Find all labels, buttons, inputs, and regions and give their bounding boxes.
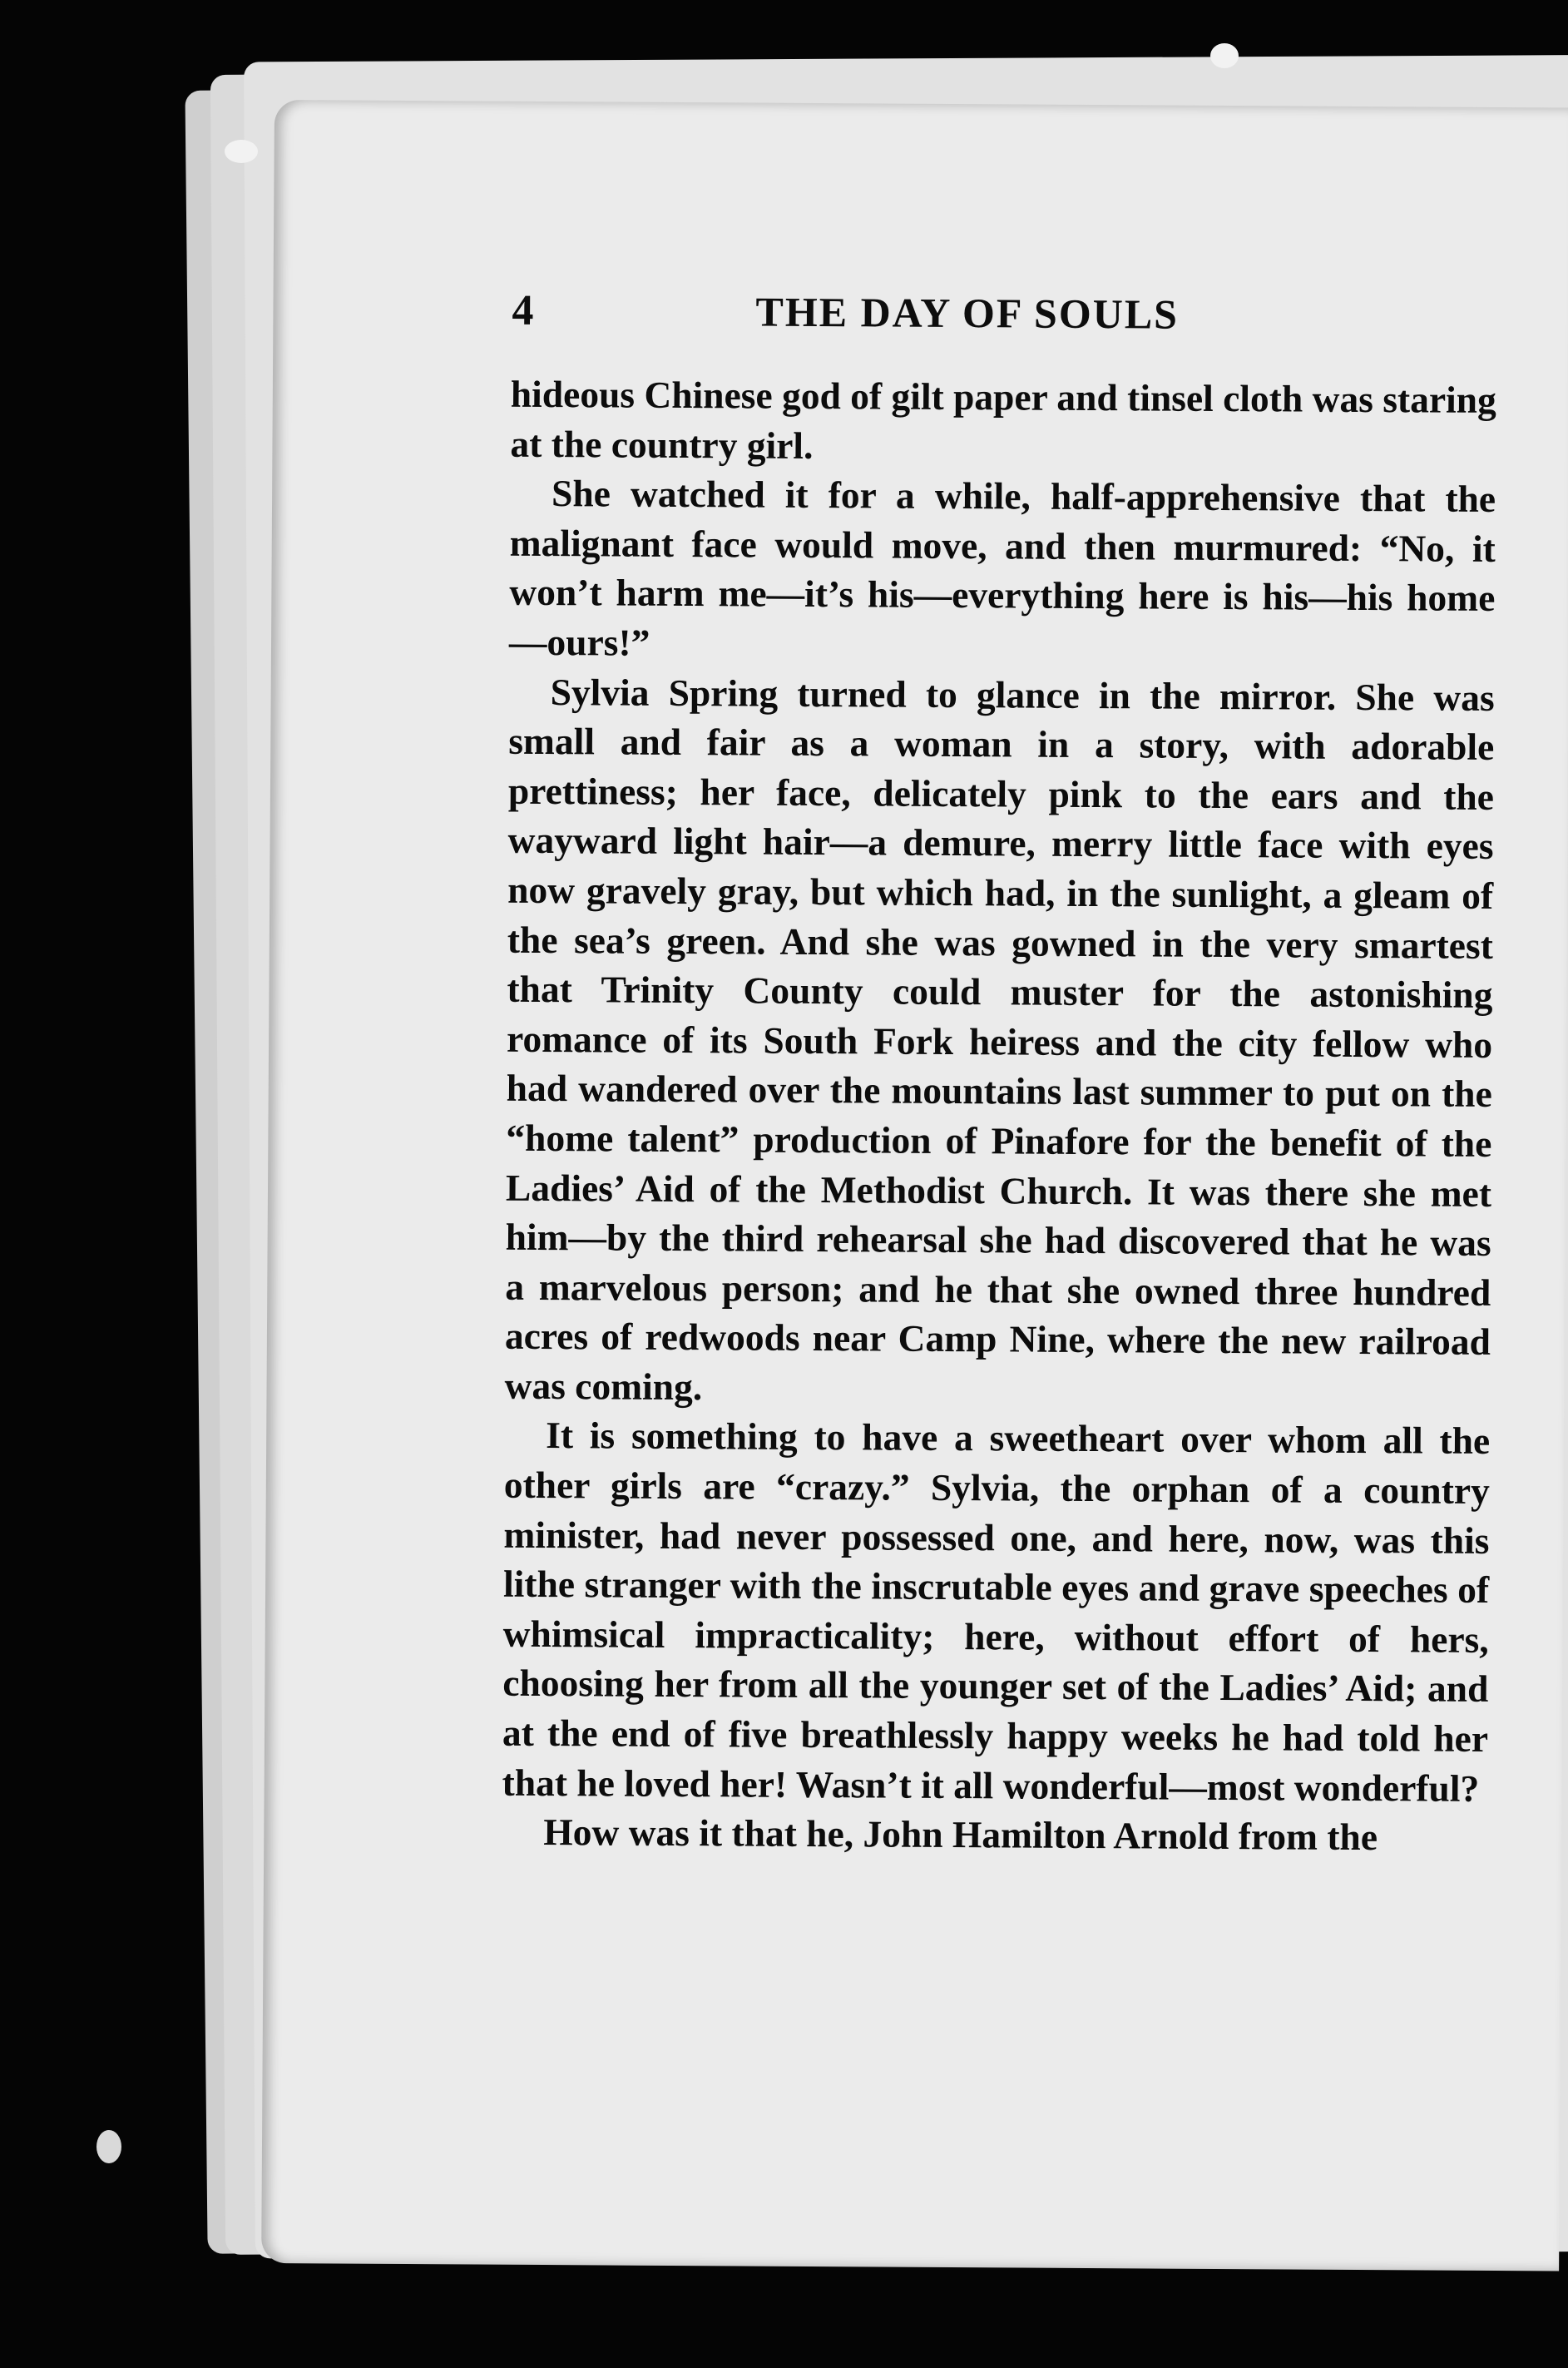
paragraph: Sylvia Spring turned to glance in the mirror. She was small and fair as a woman in a story, with adorable prettiness; her face, delicately pink to the ears and the wayward light hair—a demure, merry little face with eyes now gravely gray, but which had, in the sunlight, a gleam of the sea’s green. And she was gowned in the very smartest that Trinity County could muster for the astonishing romance of its South Fork heiress and the city fellow who had wandered over the mountains last summer to put on the “home talent” production of Pinafore for the benefit of the Ladies’ Aid of the Methodist Church. It was there she met him—by the third rehearsal she had discovered that he was a marvelous person; and he that she owned three hundred acres of redwoods near Camp Nine, where the new railroad was coming. [504, 670, 1495, 1409]
body-text [502, 369, 1496, 1863]
paragraph: hideous Chinese god of gilt paper and tinsel cloth was staring at the country girl. [510, 372, 1496, 467]
paper-damage-speck [225, 140, 258, 163]
book-page [261, 100, 1568, 2271]
paragraph: She watched it for a while, half-apprehensive that the malignant face would move, and then murmured: “No, it won’t harm me—it’s his—everything here is his—his home—ours!” [508, 472, 1496, 664]
running-title: THE DAY OF SOULS [755, 288, 1180, 338]
paragraph: It is something to have a sweetheart over whom all the other girls are “crazy.” Sylvia, the orphan of a country minister, had never possessed one, and here, now, was this lithe stranger with the inscrutable eyes and grave speeches of whimsical impracticality; here, without effort of hers, choosing her from all the younger set of the Ladies’ Aid; and at the end of five breathlessly happy weeks he had told her that he loved her! Wasn’t it all wonderful—most wonderful? [502, 1414, 1491, 1810]
page-header [273, 285, 1568, 359]
paragraph: How was it that he, John Hamilton Arnold from the [543, 1811, 1378, 1859]
paper-damage-speck [1210, 43, 1239, 68]
paper-damage-speck [96, 2130, 121, 2163]
page-number: 4 [512, 286, 534, 334]
